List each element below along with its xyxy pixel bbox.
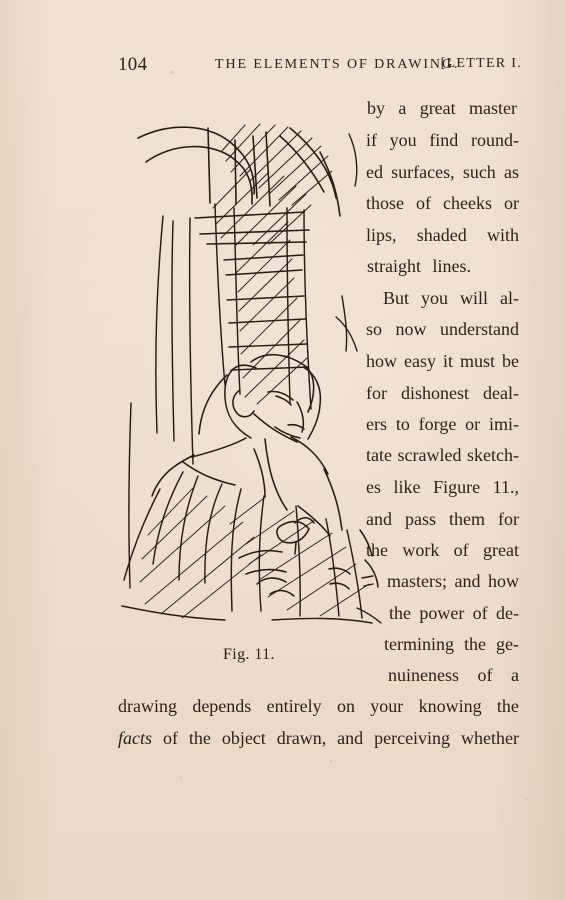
text-word: lips,: [366, 225, 397, 245]
text-word: But: [383, 288, 410, 308]
text-word: scrawled: [397, 445, 462, 465]
text-word: how: [488, 571, 519, 591]
text-word: the: [496, 696, 519, 716]
text-word: of: [477, 665, 493, 685]
text-word: and: [337, 728, 364, 748]
text-line: [366, 225, 519, 245]
text-line: [118, 728, 519, 748]
text-word: your: [370, 696, 404, 716]
text-word: be: [501, 351, 519, 371]
text-word: surfaces,: [391, 162, 455, 182]
text-word: now: [395, 319, 427, 339]
paper-spot: [330, 760, 332, 762]
text-line: [383, 288, 519, 308]
text-word: of: [472, 603, 488, 623]
text-word: you: [389, 130, 417, 150]
text-word: knowing: [418, 696, 482, 716]
text-word: perceiving: [374, 728, 451, 748]
text-word: al-: [499, 288, 519, 308]
text-line: [366, 319, 519, 339]
text-word: lines.: [432, 256, 471, 276]
text-word: the: [366, 540, 388, 560]
text-word: depends: [192, 696, 252, 716]
text-word: shaded: [416, 225, 467, 245]
text-word: or: [465, 414, 481, 434]
text-word: on: [336, 696, 355, 716]
text-word: the: [389, 603, 411, 623]
text-word: de-: [496, 603, 519, 623]
text-word: termining: [384, 634, 454, 654]
sketch-hood: [152, 375, 342, 530]
text-word: them: [449, 509, 485, 529]
text-word: straight: [367, 256, 421, 276]
text-word: facts: [118, 728, 152, 748]
text-word: great: [419, 98, 456, 118]
figure-caption: Fig. 11.: [223, 646, 275, 663]
text-word: entirely: [266, 696, 322, 716]
text-line: [366, 193, 519, 213]
sketch-column: [129, 204, 311, 588]
text-word: to: [395, 414, 410, 434]
text-word: with: [486, 225, 519, 245]
text-word: imi-: [488, 414, 519, 434]
sketch-column-hatch: [236, 222, 307, 404]
running-title: THE ELEMENTS OF DRAWING.: [215, 57, 460, 72]
text-word: great: [482, 540, 519, 560]
text-word: as: [503, 162, 519, 182]
text-word: must: [459, 351, 495, 371]
text-word: object: [221, 728, 266, 748]
text-word: the: [188, 728, 211, 748]
text-word: whether: [461, 728, 519, 748]
text-word: dishonest: [401, 383, 470, 403]
text-line: [366, 351, 519, 371]
text-word: 11.,: [492, 477, 519, 497]
text-word: so: [366, 319, 383, 339]
text-line: [366, 383, 519, 403]
text-line: [366, 162, 519, 182]
text-word: ge-: [496, 634, 519, 654]
text-word: or: [503, 193, 519, 213]
paper-spot: [525, 798, 527, 800]
running-header: [118, 54, 522, 74]
text-word: like: [393, 477, 421, 497]
text-word: of: [416, 193, 431, 213]
text-word: understand: [440, 319, 519, 339]
text-word: by: [367, 98, 385, 118]
text-line: [389, 603, 519, 623]
text-line: [118, 696, 519, 716]
text-word: drawn,: [276, 728, 327, 748]
text-word: es: [366, 477, 381, 497]
paper-spot: [180, 777, 182, 779]
text-word: round-: [470, 130, 519, 150]
text-word: pass: [405, 509, 436, 529]
text-word: masters;: [387, 571, 447, 591]
text-line: [384, 634, 519, 654]
text-word: work: [402, 540, 440, 560]
text-line: [366, 477, 519, 497]
text-word: of: [453, 540, 469, 560]
text-word: for: [366, 383, 387, 403]
text-word: if: [366, 130, 377, 150]
text-word: nuineness: [388, 665, 459, 685]
text-word: such: [462, 162, 496, 182]
text-word: and: [366, 509, 392, 529]
sketch-arch: [138, 127, 340, 244]
text-word: for: [498, 509, 519, 529]
text-word: drawing: [118, 696, 177, 716]
text-word: the: [464, 634, 486, 654]
text-line: [366, 540, 519, 560]
text-word: Figure: [433, 477, 481, 497]
text-word: deal-: [483, 383, 519, 403]
text-word: cheeks: [443, 193, 492, 213]
running-letter: [LETTER I.: [440, 56, 522, 71]
text-word: sketch-: [467, 445, 519, 465]
text-word: a: [398, 98, 407, 118]
text-word: master: [469, 98, 517, 118]
text-line: [366, 445, 519, 465]
text-line: [388, 665, 519, 685]
text-word: ers: [366, 414, 387, 434]
text-word: tate: [366, 445, 392, 465]
figure-11-sketch: [114, 118, 384, 628]
text-word: will: [459, 288, 488, 308]
text-word: ed: [366, 162, 383, 182]
text-line: [387, 571, 519, 591]
text-word: power: [419, 603, 465, 623]
text-line: [366, 414, 519, 434]
text-line: [366, 509, 519, 529]
page-number: 104: [118, 54, 148, 75]
text-word: of: [162, 728, 178, 748]
text-word: those: [366, 193, 404, 213]
text-word: find: [429, 130, 459, 150]
text-word: it: [442, 351, 453, 371]
text-line: [366, 130, 519, 150]
text-word: and: [454, 571, 481, 591]
text-word: you: [421, 288, 448, 308]
text-word: forge: [418, 414, 457, 434]
text-word: how: [366, 351, 397, 371]
text-line: [367, 98, 517, 118]
text-word: a: [511, 665, 519, 685]
text-line: [367, 256, 471, 276]
text-word: easy: [403, 351, 436, 371]
